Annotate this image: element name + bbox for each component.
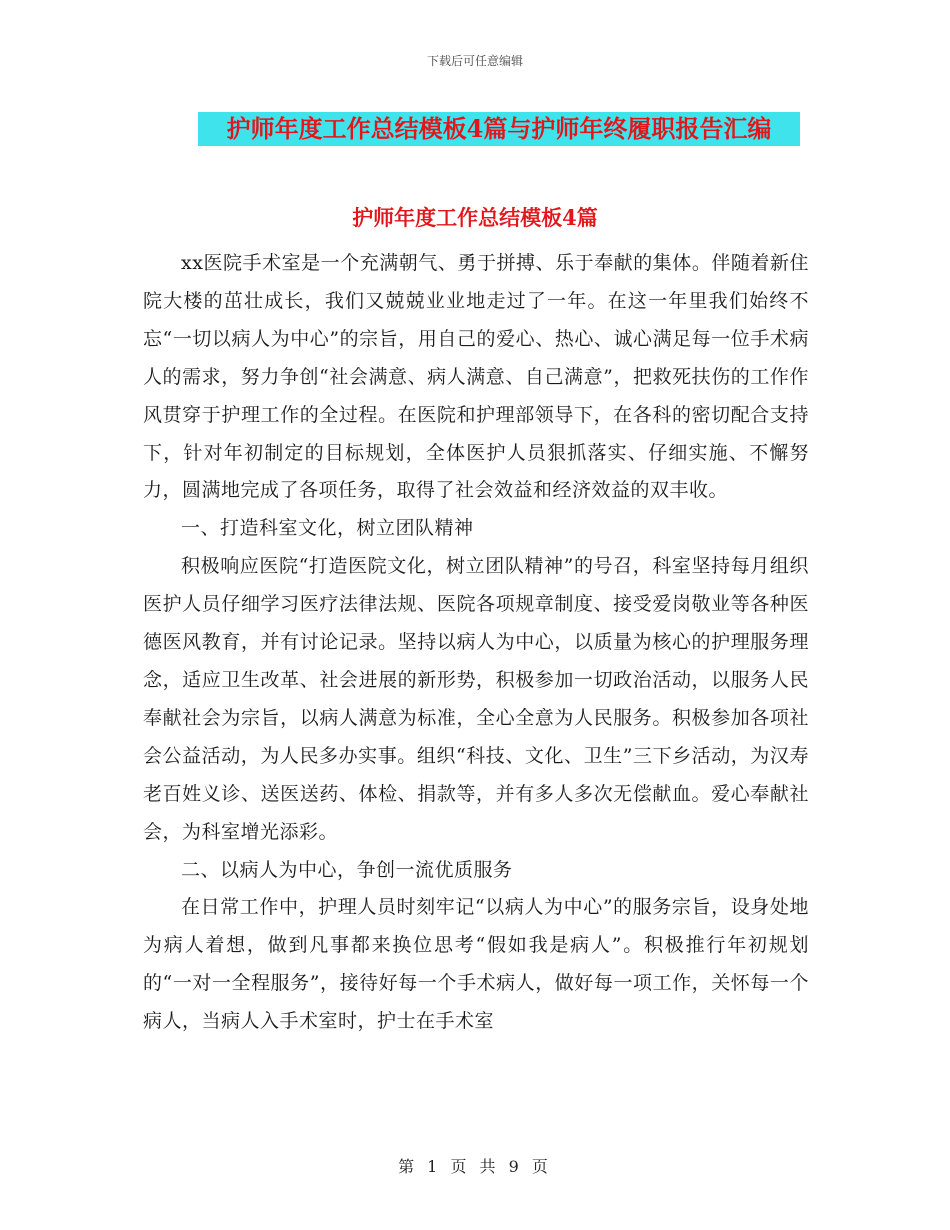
paragraph-intro: xx医院手术室是一个充满朝气、勇于拼搏、乐于奉献的集体。伴随着新住院大楼的茁壮成长，我们又兢兢业业地走过了一年。在这一年里我们始终不忘“一切以病人为中心”的宗旨，用自己的爱心、热心、诚心满足每一位手术病人的需求，努力争创“社会满意、病人满意、自己满意”，把救死扶伤的工作作风贯穿于护理工作的全过程。在医院和护理部领导下，在各科的密切配合支持下，针对年初制定的目标规划，全体医护人员狠抓落实、仔细实施、不懈努力，圆满地完成了各项任务，取得了社会效益和经济效益的双丰收。 (143, 252, 809, 502)
paragraph-team-culture: 积极响应医院“打造医院文化，树立团队精神”的号召，科室坚持每月组织医护人员仔细学习医疗法律法规、医院各项规章制度、接受爱岗敬业等各种医德医风教育，并有讨论记录。坚持以病人为中心，以质量为核心的护理服务理念，适应卫生改革、社会进展的新形势，积极参加一切政治活动，以服务人民奉献社会为宗旨，以病人满意为标准，全心全意为人民服务。积极参加各项社会公益活动，为人民多办实事。组织“科技、文化、卫生”三下乡活动，为汉寿老百姓义诊、送医送药、体检、捐款等，并有多人多次无偿献血。爱心奉献社会，为科室增光添彩。 (143, 555, 809, 843)
paragraph-patient-service: 在日常工作中，护理人员时刻牢记“以病人为中心”的服务宗旨，设身处地为病人着想，做到凡事都来换位思考“假如我是病人”。积极推行年初规划的“一对一全程服务”，接待好每一个手术病人，做好每一项工作，关怀每一个病人，当病人入手术室时，护士在手术室 (143, 896, 809, 1033)
heading-team-culture: 一、打造科室文化，树立团队精神 (181, 517, 474, 540)
heading-patient-service: 二、以病人为中心，争创一流优质服务 (181, 858, 513, 881)
page-number-footer: 第 1 页 共 9 页 (398, 1157, 552, 1176)
section-title: 护师年度工作总结模板4篇 (352, 205, 598, 230)
document-body (143, 245, 809, 1041)
header-note: 下载后可任意编辑 (426, 54, 523, 68)
document-main-title: 护师年度工作总结模板4篇与护师年终履职报告汇编 (198, 112, 800, 146)
